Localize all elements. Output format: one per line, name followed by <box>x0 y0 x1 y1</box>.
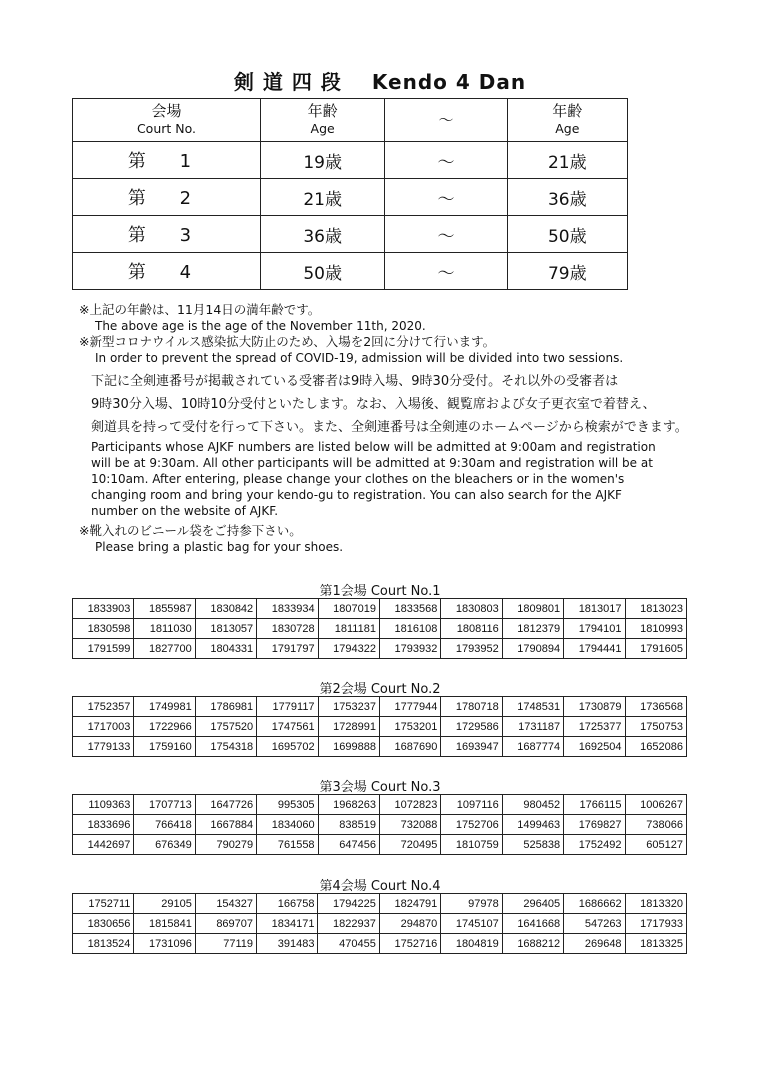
court-title: 第3会場 Court No.3 <box>319 780 441 795</box>
age-row <box>73 216 628 253</box>
ajkf-number-cell: 166758 <box>257 894 318 914</box>
ajkf-number-cell: 1752492 <box>564 835 625 855</box>
court-cell: 第 1 <box>73 142 261 179</box>
ajkf-number-cell: 1006267 <box>625 795 686 815</box>
ajkf-number-cell: 869707 <box>195 914 256 934</box>
entry-jp-line: 剣道具を持って受付を行って下さい。また、全剣連番号は全剣連のホームページから検索ができます。 <box>91 420 688 435</box>
header-age-from-en: Age <box>310 121 335 136</box>
ajkf-number-cell: 1810759 <box>441 835 502 855</box>
ajkf-number-cell: 1731096 <box>134 934 195 954</box>
ajkf-number-cell: 1731187 <box>502 717 563 737</box>
ajkf-number-cell: 1707713 <box>134 795 195 815</box>
ajkf-number-cell: 1717003 <box>73 717 134 737</box>
ajkf-number-cell: 1779117 <box>257 697 318 717</box>
ajkf-number-cell: 732088 <box>379 815 440 835</box>
ajkf-number-cell: 1827700 <box>134 639 195 659</box>
ajkf-number-cell: 1813023 <box>625 599 686 619</box>
age-to-cell: 36歳 <box>507 179 627 216</box>
ajkf-number-cell: 1834171 <box>257 914 318 934</box>
ajkf-number-cell: 1808116 <box>441 619 502 639</box>
ajkf-number-cell: 1752716 <box>379 934 440 954</box>
ajkf-number-cell: 1790894 <box>502 639 563 659</box>
age-from-cell: 19歳 <box>260 142 384 179</box>
ajkf-number-cell: 1794101 <box>564 619 625 639</box>
entry-en-line: changing room and bring your kendo-gu to registration. You can also search for the AJKF <box>91 488 622 502</box>
age-row <box>73 179 628 216</box>
age-row <box>73 253 628 290</box>
table-row <box>73 697 687 717</box>
ajkf-number-cell: 1794441 <box>564 639 625 659</box>
page-title <box>0 66 760 95</box>
notes <box>79 302 699 555</box>
bag-note-jp: ※靴入れのビニール袋をご持参下さい。 <box>79 523 302 538</box>
ajkf-number-cell: 1725377 <box>564 717 625 737</box>
court-title: 第4会場 Court No.4 <box>319 879 441 894</box>
ajkf-number-cell: 1728991 <box>318 717 379 737</box>
ajkf-number-cell: 1667884 <box>195 815 256 835</box>
table-row <box>73 914 687 934</box>
bag-note-en: Please bring a plastic bag for your shoes. <box>95 540 344 554</box>
entry-jp-line: 9時30分入場、10時10分受付といたします。なお、入場後、観覧席および女子更衣室で着替え、 <box>91 397 656 412</box>
ajkf-number-cell: 1753201 <box>379 717 440 737</box>
title-en: Kendo 4 Dan <box>371 70 527 94</box>
ajkf-number-cell: 1750753 <box>625 717 686 737</box>
table-row <box>73 934 687 954</box>
ajkf-number-cell: 1813057 <box>195 619 256 639</box>
table-row <box>73 795 687 815</box>
ajkf-number-cell: 1777944 <box>379 697 440 717</box>
header-court-en: Court No. <box>136 121 197 136</box>
ajkf-number-cell: 1811030 <box>134 619 195 639</box>
ajkf-number-cell: 1833934 <box>257 599 318 619</box>
ajkf-number-cell: 1687690 <box>379 737 440 757</box>
ajkf-number-cell: 647456 <box>318 835 379 855</box>
ajkf-number-cell: 1830842 <box>195 599 256 619</box>
ajkf-number-cell: 1749981 <box>134 697 195 717</box>
ajkf-number-cell: 391483 <box>257 934 318 954</box>
table-row <box>73 737 687 757</box>
ajkf-number-cell: 525838 <box>502 835 563 855</box>
ajkf-number-cell: 1753237 <box>318 697 379 717</box>
table-row <box>73 599 687 619</box>
ajkf-number-cell: 838519 <box>318 815 379 835</box>
ajkf-number-cell: 1686662 <box>564 894 625 914</box>
ajkf-number-cell: 1813325 <box>625 934 686 954</box>
age-row <box>73 142 628 179</box>
ajkf-number-cell: 1730879 <box>564 697 625 717</box>
court-cell: 第 4 <box>73 253 261 290</box>
age-to-cell: 50歳 <box>507 216 627 253</box>
ajkf-number-cell: 97978 <box>441 894 502 914</box>
ajkf-number-cell: 761558 <box>257 835 318 855</box>
ajkf-number-cell: 1830728 <box>257 619 318 639</box>
entry-en-line: 10:10am. After entering, please change your clothes on the bleachers or in the women's <box>91 472 625 486</box>
table-row <box>73 835 687 855</box>
entry-jp-line: 下記に全剣連番号が掲載されている受審者は9時入場、9時30分受付。それ以外の受審者は <box>91 374 619 389</box>
ajkf-number-cell: 1109363 <box>73 795 134 815</box>
ajkf-number-cell: 1752357 <box>73 697 134 717</box>
table-row <box>73 639 687 659</box>
age-note-en: The above age is the age of the November 11th, 2020. <box>95 319 426 333</box>
ajkf-number-cell: 1791605 <box>625 639 686 659</box>
ajkf-number-cell: 605127 <box>625 835 686 855</box>
ajkf-number-cell: 1833568 <box>379 599 440 619</box>
ajkf-number-cell: 790279 <box>195 835 256 855</box>
age-to-cell: 21歳 <box>507 142 627 179</box>
header-age-to-jp: 年齢 <box>552 102 583 120</box>
age-table <box>72 98 628 290</box>
ajkf-number-cell: 1693947 <box>441 737 502 757</box>
ajkf-number-cell: 1695702 <box>257 737 318 757</box>
ajkf-number-cell: 1834060 <box>257 815 318 835</box>
entry-en-line: Participants whose AJKF numbers are listed below will be admitted at 9:00am and registration <box>91 440 656 454</box>
ajkf-number-cell: 269648 <box>564 934 625 954</box>
ajkf-number-cell: 1810993 <box>625 619 686 639</box>
tilde-cell: ～ <box>385 216 507 253</box>
ajkf-number-cell: 1794322 <box>318 639 379 659</box>
age-from-cell: 50歳 <box>260 253 384 290</box>
tilde-cell: ～ <box>385 142 507 179</box>
ajkf-number-cell: 766418 <box>134 815 195 835</box>
ajkf-number-cell: 1729586 <box>441 717 502 737</box>
ajkf-number-cell: 1791797 <box>257 639 318 659</box>
ajkf-number-cell: 1757520 <box>195 717 256 737</box>
covid-note-jp: ※新型コロナウイルス感染拡大防止のため、入場を2回に分けて行います。 <box>79 334 496 349</box>
court-id-table <box>72 794 687 855</box>
table-row <box>73 619 687 639</box>
ajkf-number-cell: 1779133 <box>73 737 134 757</box>
ajkf-number-cell: 1791599 <box>73 639 134 659</box>
ajkf-number-cell: 296405 <box>502 894 563 914</box>
header-court <box>73 99 261 142</box>
ajkf-number-cell: 1833696 <box>73 815 134 835</box>
ajkf-number-cell: 1442697 <box>73 835 134 855</box>
ajkf-number-cell: 1097116 <box>441 795 502 815</box>
court-id-table <box>72 696 687 757</box>
ajkf-number-cell: 1499463 <box>502 815 563 835</box>
ajkf-number-cell: 1780718 <box>441 697 502 717</box>
ajkf-number-cell: 1855987 <box>134 599 195 619</box>
table-row <box>73 717 687 737</box>
ajkf-number-cell: 1812379 <box>502 619 563 639</box>
ajkf-number-cell: 1815841 <box>134 914 195 934</box>
court-cell: 第 3 <box>73 216 261 253</box>
ajkf-number-cell: 1811181 <box>318 619 379 639</box>
ajkf-number-cell: 77119 <box>195 934 256 954</box>
ajkf-number-cell: 1736568 <box>625 697 686 717</box>
ajkf-number-cell: 1794225 <box>318 894 379 914</box>
ajkf-number-cell: 720495 <box>379 835 440 855</box>
header-court-jp: 会場 <box>151 102 182 120</box>
ajkf-number-cell: 1822937 <box>318 914 379 934</box>
ajkf-number-cell: 1752706 <box>441 815 502 835</box>
ajkf-number-cell: 1745107 <box>441 914 502 934</box>
header-age-to-en: Age <box>555 121 580 136</box>
ajkf-number-cell: 1809801 <box>502 599 563 619</box>
age-from-cell: 36歳 <box>260 216 384 253</box>
ajkf-number-cell: 1833903 <box>73 599 134 619</box>
header-tilde: ～ <box>385 99 507 142</box>
ajkf-number-cell: 1813017 <box>564 599 625 619</box>
ajkf-number-cell: 1824791 <box>379 894 440 914</box>
ajkf-number-cell: 1647726 <box>195 795 256 815</box>
ajkf-number-cell: 1748531 <box>502 697 563 717</box>
age-table-header <box>73 99 628 142</box>
court-id-table <box>72 598 687 659</box>
ajkf-number-cell: 1804331 <box>195 639 256 659</box>
tilde-cell: ～ <box>385 253 507 290</box>
ajkf-number-cell: 1816108 <box>379 619 440 639</box>
ajkf-number-cell: 995305 <box>257 795 318 815</box>
ajkf-number-cell: 1807019 <box>318 599 379 619</box>
ajkf-number-cell: 1688212 <box>502 934 563 954</box>
ajkf-number-cell: 1759160 <box>134 737 195 757</box>
ajkf-number-cell: 1804819 <box>441 934 502 954</box>
ajkf-number-cell: 980452 <box>502 795 563 815</box>
ajkf-number-cell: 1717933 <box>625 914 686 934</box>
court-id-table <box>72 893 687 954</box>
ajkf-number-cell: 1754318 <box>195 737 256 757</box>
ajkf-number-cell: 1699888 <box>318 737 379 757</box>
ajkf-number-cell: 547263 <box>564 914 625 934</box>
ajkf-number-cell: 1830598 <box>73 619 134 639</box>
ajkf-number-cell: 1652086 <box>625 737 686 757</box>
ajkf-number-cell: 1769827 <box>564 815 625 835</box>
ajkf-number-cell: 1722966 <box>134 717 195 737</box>
ajkf-number-cell: 294870 <box>379 914 440 934</box>
entry-en-line: number on the website of AJKF. <box>91 504 279 518</box>
ajkf-number-cell: 1813320 <box>625 894 686 914</box>
ajkf-number-cell: 1766115 <box>564 795 625 815</box>
age-note-jp: ※上記の年齢は、11月14日の満年齢です。 <box>79 302 321 317</box>
tilde-cell: ～ <box>385 179 507 216</box>
ajkf-number-cell: 1692504 <box>564 737 625 757</box>
title-jp: 剣道四段 <box>233 70 350 94</box>
ajkf-number-cell: 738066 <box>625 815 686 835</box>
ajkf-number-cell: 29105 <box>134 894 195 914</box>
court-title: 第1会場 Court No.1 <box>319 584 441 599</box>
ajkf-number-cell: 1786981 <box>195 697 256 717</box>
court-title: 第2会場 Court No.2 <box>319 682 441 697</box>
ajkf-number-cell: 1793952 <box>441 639 502 659</box>
ajkf-number-cell: 1641668 <box>502 914 563 934</box>
ajkf-number-cell: 1793932 <box>379 639 440 659</box>
ajkf-number-cell: 1687774 <box>502 737 563 757</box>
header-age-to <box>507 99 627 142</box>
ajkf-number-cell: 154327 <box>195 894 256 914</box>
ajkf-number-cell: 1830803 <box>441 599 502 619</box>
header-age-from <box>260 99 384 142</box>
ajkf-number-cell: 1747561 <box>257 717 318 737</box>
age-to-cell: 79歳 <box>507 253 627 290</box>
table-row <box>73 815 687 835</box>
ajkf-number-cell: 1813524 <box>73 934 134 954</box>
ajkf-number-cell: 1968263 <box>318 795 379 815</box>
ajkf-number-cell: 470455 <box>318 934 379 954</box>
table-row <box>73 894 687 914</box>
age-from-cell: 21歳 <box>260 179 384 216</box>
header-age-from-jp: 年齢 <box>307 102 338 120</box>
entry-en-line: will be at 9:30am. All other participants will be admitted at 9:30am and registration will be at <box>91 456 653 470</box>
ajkf-number-cell: 1752711 <box>73 894 134 914</box>
ajkf-number-cell: 1072823 <box>379 795 440 815</box>
court-cell: 第 2 <box>73 179 261 216</box>
covid-note-en: In order to prevent the spread of COVID-19, admission will be divided into two sessions. <box>95 351 624 365</box>
ajkf-number-cell: 1830656 <box>73 914 134 934</box>
ajkf-number-cell: 676349 <box>134 835 195 855</box>
